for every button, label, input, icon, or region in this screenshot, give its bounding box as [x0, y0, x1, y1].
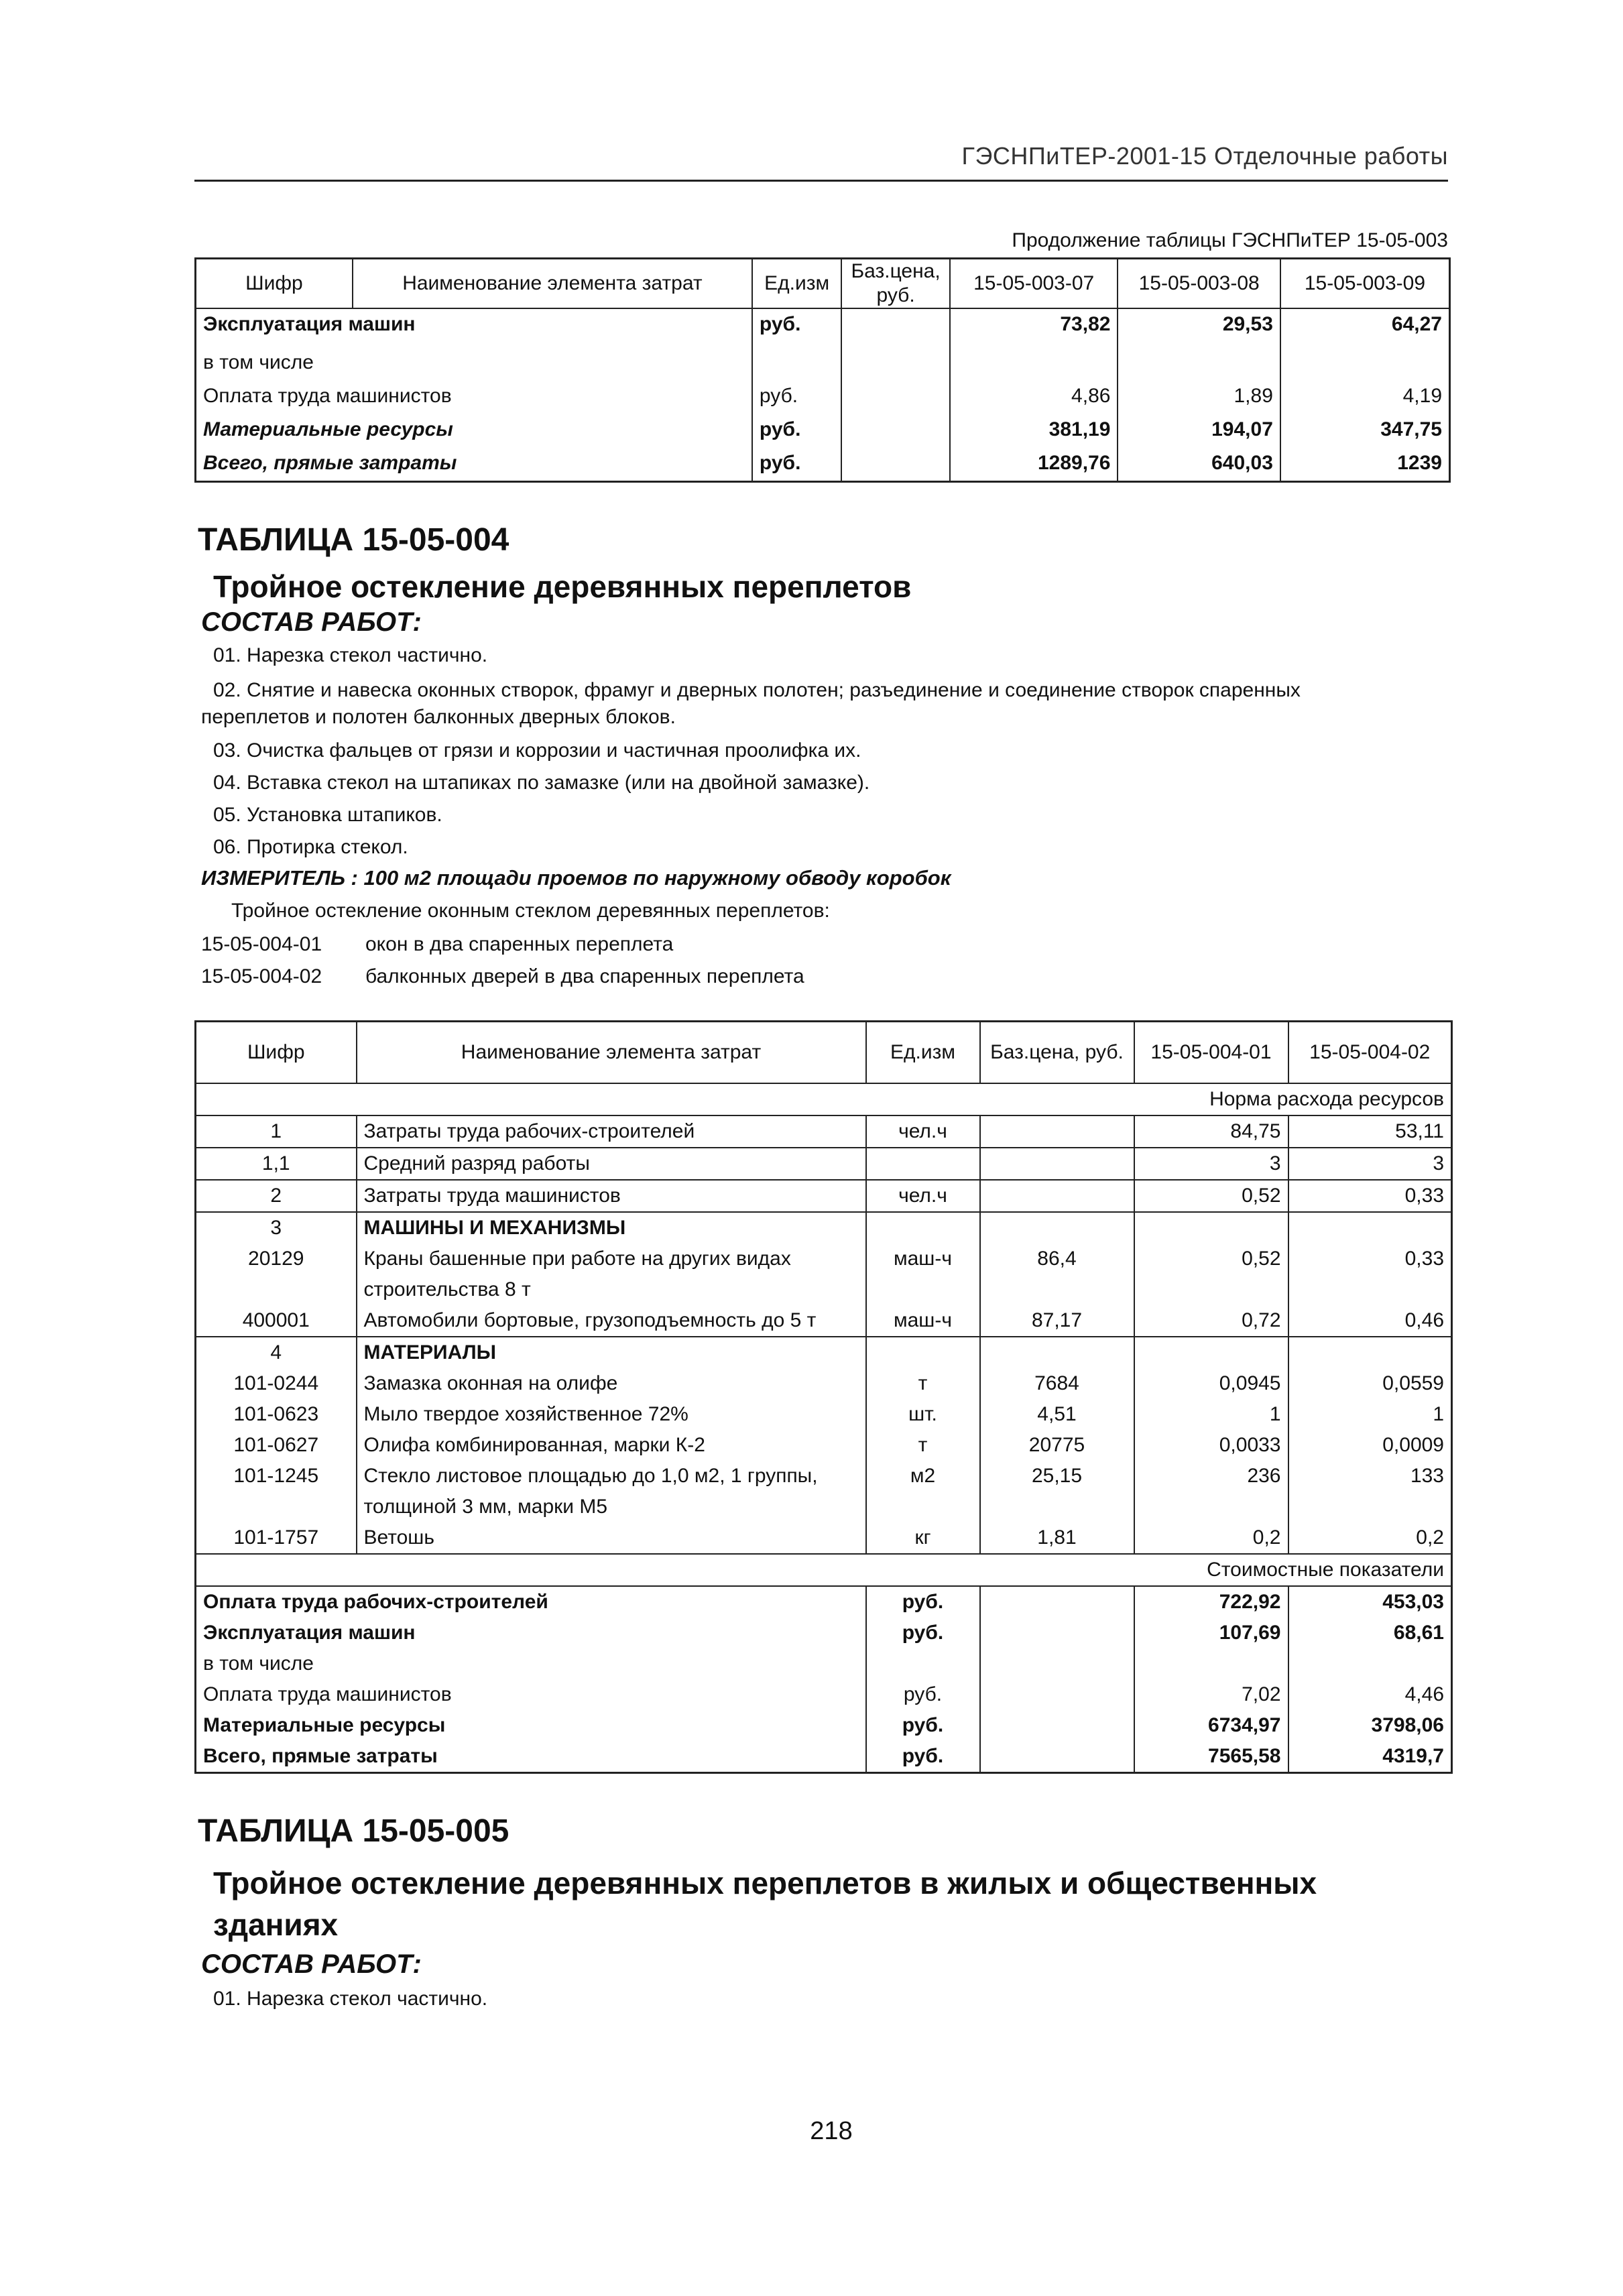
works-heading: СОСТАВ РАБОТ: — [201, 607, 422, 637]
col-header-item-1: 15-05-003-07 — [950, 259, 1118, 309]
row-value-1 — [950, 347, 1118, 381]
cost-row — [196, 1710, 1452, 1741]
section-subtitle: Тройное остекление деревянных переплетов — [213, 569, 912, 604]
row-value-1: 0,52 — [1134, 1244, 1288, 1305]
row-name: МАТЕРИАЛЫ — [357, 1337, 866, 1368]
cost-value-2 — [1288, 1648, 1452, 1679]
table-row — [196, 1180, 1452, 1212]
intro-line: Тройное остекление оконным стеклом деревянных переплетов: — [231, 900, 830, 922]
row-name: в том числе — [196, 347, 752, 381]
row-name — [357, 1461, 866, 1522]
cost-price — [980, 1679, 1134, 1710]
row-name: Эксплуатация машин — [196, 308, 752, 347]
row-price — [841, 448, 950, 481]
col-header-unit: Ед.изм — [866, 1022, 980, 1083]
table-header-row — [196, 259, 1450, 309]
row-unit: маш-ч — [866, 1244, 980, 1305]
row-value-2: 0,33 — [1288, 1180, 1452, 1212]
cost-unit: руб. — [866, 1741, 980, 1773]
row-value-2: 0,0009 — [1288, 1430, 1452, 1461]
cost-value-1: 722,92 — [1134, 1586, 1288, 1618]
col-header-name: Наименование элемента затрат — [353, 259, 752, 309]
col-header-item-3: 15-05-003-09 — [1280, 259, 1450, 309]
row-unit: руб. — [752, 414, 841, 448]
table-row — [196, 1244, 1452, 1305]
row-value-1: 1 — [1134, 1399, 1288, 1430]
row-price — [841, 381, 950, 414]
works-heading: СОСТАВ РАБОТ: — [201, 1949, 422, 1979]
row-value-2: 0,2 — [1288, 1522, 1452, 1554]
cost-row — [196, 1679, 1452, 1710]
row-value-2 — [1288, 1212, 1452, 1244]
row-price — [980, 1115, 1134, 1148]
row-price: 1,81 — [980, 1522, 1134, 1554]
row-price: 7684 — [980, 1368, 1134, 1399]
table-row — [196, 1522, 1452, 1554]
table-header-row — [196, 1022, 1452, 1083]
cost-value-2: 453,03 — [1288, 1586, 1452, 1618]
col-header-code: Шифр — [196, 259, 353, 309]
table-row — [196, 308, 1450, 347]
cost-unit: руб. — [866, 1586, 980, 1618]
row-price — [841, 414, 950, 448]
cost-name: в том числе — [196, 1648, 866, 1679]
row-value-3: 4,19 — [1280, 381, 1450, 414]
row-price: 86,4 — [980, 1244, 1134, 1305]
cost-name: Всего, прямые затраты — [196, 1741, 866, 1773]
row-unit: т — [866, 1368, 980, 1399]
table-row — [196, 1148, 1452, 1180]
row-name: Всего, прямые затраты — [196, 448, 752, 481]
cost-value-1: 6734,97 — [1134, 1710, 1288, 1741]
row-code: 1,1 — [196, 1148, 357, 1180]
row-value-1: 381,19 — [950, 414, 1118, 448]
row-value-2: 29,53 — [1118, 308, 1280, 347]
row-name: Затраты труда рабочих-строителей — [357, 1115, 866, 1148]
row-name: Затраты труда машинистов — [357, 1180, 866, 1212]
row-price: 4,51 — [980, 1399, 1134, 1430]
row-price — [980, 1212, 1134, 1244]
row-value-1: 0,2 — [1134, 1522, 1288, 1554]
work-item: 04. Вставка стекол на штапиках по замазке (или на двойной замазке). — [213, 772, 870, 794]
table-row — [196, 414, 1450, 448]
row-name: Автомобили бортовые, грузоподъемность до 5 т — [357, 1305, 866, 1337]
table-row — [196, 347, 1450, 381]
row-name-line-1: Стекло листовое площадью до 1,0 м2, 1 группы, — [363, 1464, 818, 1487]
row-name: Ветошь — [357, 1522, 866, 1554]
row-name: Материальные ресурсы — [196, 414, 752, 448]
header-rule — [194, 180, 1448, 182]
row-code: 2 — [196, 1180, 357, 1212]
col-header-code: Шифр — [196, 1022, 357, 1083]
item-description: окон в два спаренных переплета — [365, 933, 674, 955]
col-header-item-2: 15-05-004-02 — [1288, 1022, 1452, 1083]
row-value-2: 0,46 — [1288, 1305, 1452, 1337]
cost-price — [980, 1586, 1134, 1618]
row-value-1: 84,75 — [1134, 1115, 1288, 1148]
cost-value-1: 107,69 — [1134, 1618, 1288, 1648]
cost-unit: руб. — [866, 1710, 980, 1741]
table-row — [196, 1430, 1452, 1461]
row-value-2: 3 — [1288, 1148, 1452, 1180]
row-name: Средний разряд работы — [357, 1148, 866, 1180]
col-header-unit: Ед.изм — [752, 259, 841, 309]
table-row — [196, 1305, 1452, 1337]
row-price: 20775 — [980, 1430, 1134, 1461]
code-description-line — [201, 933, 673, 956]
row-value-2: 133 — [1288, 1461, 1452, 1522]
row-unit — [752, 347, 841, 381]
table-row — [196, 448, 1450, 481]
row-name: Замазка оконная на олифе — [357, 1368, 866, 1399]
row-value-1 — [1134, 1212, 1288, 1244]
row-value-1: 0,0033 — [1134, 1430, 1288, 1461]
table-row — [196, 1368, 1452, 1399]
row-unit: маш-ч — [866, 1305, 980, 1337]
page-number: 218 — [810, 2117, 853, 2145]
cost-price — [980, 1741, 1134, 1773]
row-value-3: 1239 — [1280, 448, 1450, 481]
row-code: 1 — [196, 1115, 357, 1148]
table-row — [196, 1399, 1452, 1430]
row-code: 400001 — [196, 1305, 357, 1337]
row-value-2 — [1118, 347, 1280, 381]
item-code: 15-05-004-01 — [201, 933, 322, 955]
row-name: Мыло твердое хозяйственное 72% — [357, 1399, 866, 1430]
row-unit — [866, 1337, 980, 1368]
table-15-05-004 — [194, 1020, 1453, 1774]
row-value-3: 347,75 — [1280, 414, 1450, 448]
row-price — [841, 347, 950, 381]
cost-value-1 — [1134, 1648, 1288, 1679]
cost-name: Эксплуатация машин — [196, 1618, 866, 1648]
norm-heading-row — [196, 1083, 1452, 1115]
cost-heading-row — [196, 1554, 1452, 1586]
row-value-1: 0,0945 — [1134, 1368, 1288, 1399]
cost-name: Оплата труда машинистов — [196, 1679, 866, 1710]
work-item-continuation: переплетов и полотен балконных дверных блоков. — [201, 706, 676, 728]
row-unit: руб. — [752, 381, 841, 414]
row-price — [841, 308, 950, 347]
row-value-1: 1289,76 — [950, 448, 1118, 481]
row-unit — [866, 1212, 980, 1244]
row-code: 101-0623 — [196, 1399, 357, 1430]
row-value-2: 1 — [1288, 1399, 1452, 1430]
row-name-line-2: строительства 8 т — [363, 1278, 531, 1301]
row-unit: руб. — [752, 448, 841, 481]
cost-unit: руб. — [866, 1618, 980, 1648]
norm-heading: Норма расхода ресурсов — [196, 1083, 1452, 1115]
cost-row — [196, 1648, 1452, 1679]
work-item: 06. Протирка стекол. — [213, 836, 408, 858]
table-row — [196, 1115, 1452, 1148]
row-value-3 — [1280, 347, 1450, 381]
work-item: 01. Нарезка стекол частично. — [213, 644, 488, 666]
row-unit: т — [866, 1430, 980, 1461]
col-header-item-2: 15-05-003-08 — [1118, 259, 1280, 309]
cost-value-2: 4319,7 — [1288, 1741, 1452, 1773]
work-item: 01. Нарезка стекол частично. — [213, 1988, 488, 2010]
row-value-2: 0,0559 — [1288, 1368, 1452, 1399]
cost-price — [980, 1710, 1134, 1741]
row-price — [980, 1180, 1134, 1212]
col-header-name: Наименование элемента затрат — [357, 1022, 866, 1083]
cost-name: Оплата труда рабочих-строителей — [196, 1586, 866, 1618]
cost-row — [196, 1586, 1452, 1618]
cost-value-1: 7,02 — [1134, 1679, 1288, 1710]
cost-heading: Стоимостные показатели — [196, 1554, 1452, 1586]
row-unit: чел.ч — [866, 1115, 980, 1148]
row-unit: кг — [866, 1522, 980, 1554]
item-code: 15-05-004-02 — [201, 965, 322, 987]
row-unit: чел.ч — [866, 1180, 980, 1212]
row-code: 101-1757 — [196, 1522, 357, 1554]
col-header-item-1: 15-05-004-01 — [1134, 1022, 1288, 1083]
row-unit: руб. — [752, 308, 841, 347]
table-title: ТАБЛИЦА 15-05-004 — [198, 522, 509, 558]
table-row — [196, 1212, 1452, 1244]
row-value-1: 3 — [1134, 1148, 1288, 1180]
row-unit — [866, 1148, 980, 1180]
row-code: 4 — [196, 1337, 357, 1368]
table-row — [196, 1461, 1452, 1522]
row-value-3: 64,27 — [1280, 308, 1450, 347]
section-subtitle: Тройное остекление деревянных переплетов в жилых и общественных зданиях — [213, 1866, 1317, 1942]
cost-row — [196, 1741, 1452, 1773]
cost-unit — [866, 1648, 980, 1679]
row-value-1: 236 — [1134, 1461, 1288, 1522]
row-name-line-1: Краны башенные при работе на других видах — [363, 1247, 791, 1270]
row-value-2: 53,11 — [1288, 1115, 1452, 1148]
row-price — [980, 1148, 1134, 1180]
table-row — [196, 381, 1450, 414]
col-header-base-price: Баз.цена, руб. — [841, 259, 950, 309]
cost-price — [980, 1648, 1134, 1679]
row-value-2: 640,03 — [1118, 448, 1280, 481]
work-item: 02. Снятие и навеска оконных створок, фрамуг и дверных полотен; разъединение и соединение створок спаренных — [213, 679, 1301, 701]
col-header-base-price: Баз.цена, руб. — [980, 1022, 1134, 1083]
row-unit: м2 — [866, 1461, 980, 1522]
row-code: 20129 — [196, 1244, 357, 1305]
work-item: 05. Установка штапиков. — [213, 804, 442, 826]
code-description-line — [201, 965, 804, 988]
row-price: 87,17 — [980, 1305, 1134, 1337]
row-code: 101-1245 — [196, 1461, 357, 1522]
cost-name: Материальные ресурсы — [196, 1710, 866, 1741]
row-price: 25,15 — [980, 1461, 1134, 1522]
continuation-caption: Продолжение таблицы ГЭСНПиТЕР 15-05-003 — [1012, 229, 1448, 251]
row-value-2: 194,07 — [1118, 414, 1280, 448]
row-unit: шт. — [866, 1399, 980, 1430]
row-name-line-2: толщиной 3 мм, марки М5 — [363, 1495, 608, 1518]
table-row — [196, 1337, 1452, 1368]
running-header: ГЭСНПиТЕР-2001-15 Отделочные работы — [961, 142, 1448, 170]
row-price — [980, 1337, 1134, 1368]
cost-value-2: 3798,06 — [1288, 1710, 1452, 1741]
row-name: МАШИНЫ И МЕХАНИЗМЫ — [357, 1212, 866, 1244]
row-value-1: 0,72 — [1134, 1305, 1288, 1337]
row-code: 101-0244 — [196, 1368, 357, 1399]
work-item: 03. Очистка фальцев от грязи и коррозии и частичная проолифка их. — [213, 739, 861, 762]
cost-value-1: 7565,58 — [1134, 1741, 1288, 1773]
cost-value-2: 68,61 — [1288, 1618, 1452, 1648]
row-value-2: 1,89 — [1118, 381, 1280, 414]
row-name — [357, 1244, 866, 1305]
cost-unit: руб. — [866, 1679, 980, 1710]
table-15-05-003-continuation — [194, 257, 1451, 483]
cost-value-2: 4,46 — [1288, 1679, 1452, 1710]
item-description: балконных дверей в два спаренных переплета — [365, 965, 804, 987]
table-title: ТАБЛИЦА 15-05-005 — [198, 1813, 509, 1849]
cost-row — [196, 1618, 1452, 1648]
row-name: Оплата труда машинистов — [196, 381, 752, 414]
row-value-1 — [1134, 1337, 1288, 1368]
row-value-1: 73,82 — [950, 308, 1118, 347]
row-value-2: 0,33 — [1288, 1244, 1452, 1305]
row-name: Олифа комбинированная, марки К-2 — [357, 1430, 866, 1461]
row-value-1: 0,52 — [1134, 1180, 1288, 1212]
row-code: 3 — [196, 1212, 357, 1244]
measurer-line: ИЗМЕРИТЕЛЬ : 100 м2 площади проемов по наружному обводу коробок — [201, 866, 951, 890]
row-value-2 — [1288, 1337, 1452, 1368]
row-value-1: 4,86 — [950, 381, 1118, 414]
cost-price — [980, 1618, 1134, 1648]
row-code: 101-0627 — [196, 1430, 357, 1461]
